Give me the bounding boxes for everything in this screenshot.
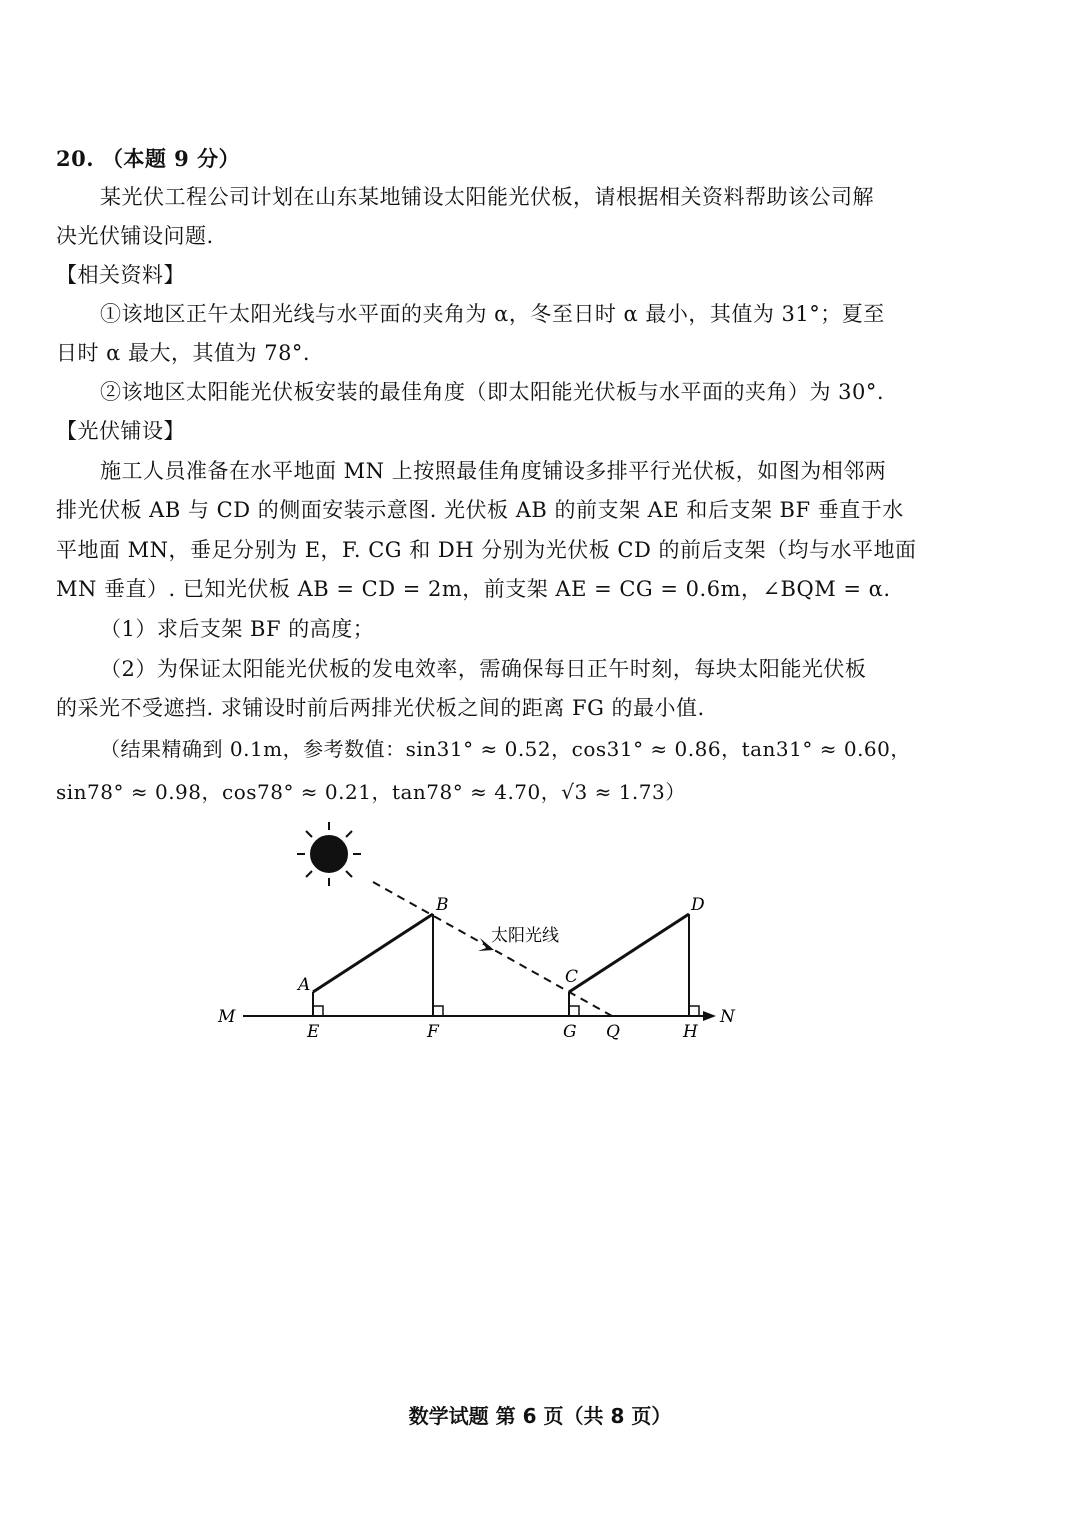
label-M: M	[218, 1007, 236, 1027]
label-H: H	[683, 1022, 698, 1042]
sunlight-label: 太阳光线	[491, 926, 559, 946]
right-angle-H	[689, 1006, 699, 1016]
page-footer: 数学试题 第 6 页（共 8 页）	[408, 1404, 672, 1428]
reference-values-line-2: sin78° ≈ 0.98，cos78° ≈ 0.21，tan78° ≈ 4.70，√3 ≈ 1.73）	[56, 780, 686, 804]
ground-arrow	[703, 1011, 716, 1021]
right-angle-F	[433, 1006, 443, 1016]
section-install-heading: 【光伏铺设】	[56, 419, 185, 443]
intro-line-1: 某光伏工程公司计划在山东某地铺设太阳能光伏板，请根据相关资料帮助该公司解	[100, 185, 874, 209]
material-2: ②该地区太阳能光伏板安装的最佳角度（即太阳能光伏板与水平面的夹角）为 30°.	[100, 380, 885, 404]
label-G: G	[563, 1022, 577, 1042]
label-D: D	[691, 895, 705, 915]
label-F: F	[427, 1022, 439, 1042]
panel-CD	[569, 914, 689, 992]
right-angle-G	[569, 1006, 579, 1016]
section-materials-heading: 【相关资料】	[56, 263, 185, 287]
label-E: E	[307, 1022, 320, 1042]
install-line-2: 排光伏板 AB 与 CD 的侧面安装示意图. 光伏板 AB 的前支架 AE 和后支架 BF 垂直于水	[56, 498, 904, 522]
right-angle-E	[313, 1006, 323, 1016]
install-line-1: 施工人员准备在水平地面 MN 上按照最佳角度铺设多排平行光伏板，如图为相邻两	[100, 459, 887, 483]
part-2-line-2: 的采光不受遮挡. 求铺设时前后两排光伏板之间的距离 FG 的最小值.	[56, 696, 705, 720]
part-1: （1）求后支架 BF 的高度；	[100, 617, 375, 641]
label-Q: Q	[606, 1022, 620, 1042]
material-1-line-1: ①该地区正午太阳光线与水平面的夹角为 α，冬至日时 α 最小，其值为 31°；夏至	[100, 302, 885, 326]
sun-icon	[297, 822, 361, 886]
question-header: 20. （本题 9 分）	[56, 146, 241, 171]
install-line-4: MN 垂直）. 已知光伏板 AB = CD = 2m，前支架 AE = CG = 0.6m，∠BQM = α.	[56, 577, 891, 601]
solar-panel-diagram	[0, 810, 1080, 1070]
label-B: B	[436, 895, 449, 915]
material-1-line-2: 日时 α 最大，其值为 78°.	[56, 341, 311, 365]
panel-AB	[313, 914, 433, 992]
part-2-line-1: （2）为保证太阳能光伏板的发电效率，需确保每日正午时刻，每块太阳能光伏板	[100, 657, 867, 681]
label-A: A	[298, 975, 311, 995]
label-N: N	[720, 1007, 735, 1027]
reference-values-line-1: （结果精确到 0.1m，参考数值：sin31° ≈ 0.52，cos31° ≈ 0.86，tan31° ≈ 0.60，	[100, 737, 911, 761]
label-C: C	[565, 967, 579, 987]
intro-line-2: 决光伏铺设问题.	[56, 224, 214, 248]
install-line-3: 平地面 MN，垂足分别为 E，F. CG 和 DH 分别为光伏板 CD 的前后支架（均与水平地面	[56, 538, 917, 562]
